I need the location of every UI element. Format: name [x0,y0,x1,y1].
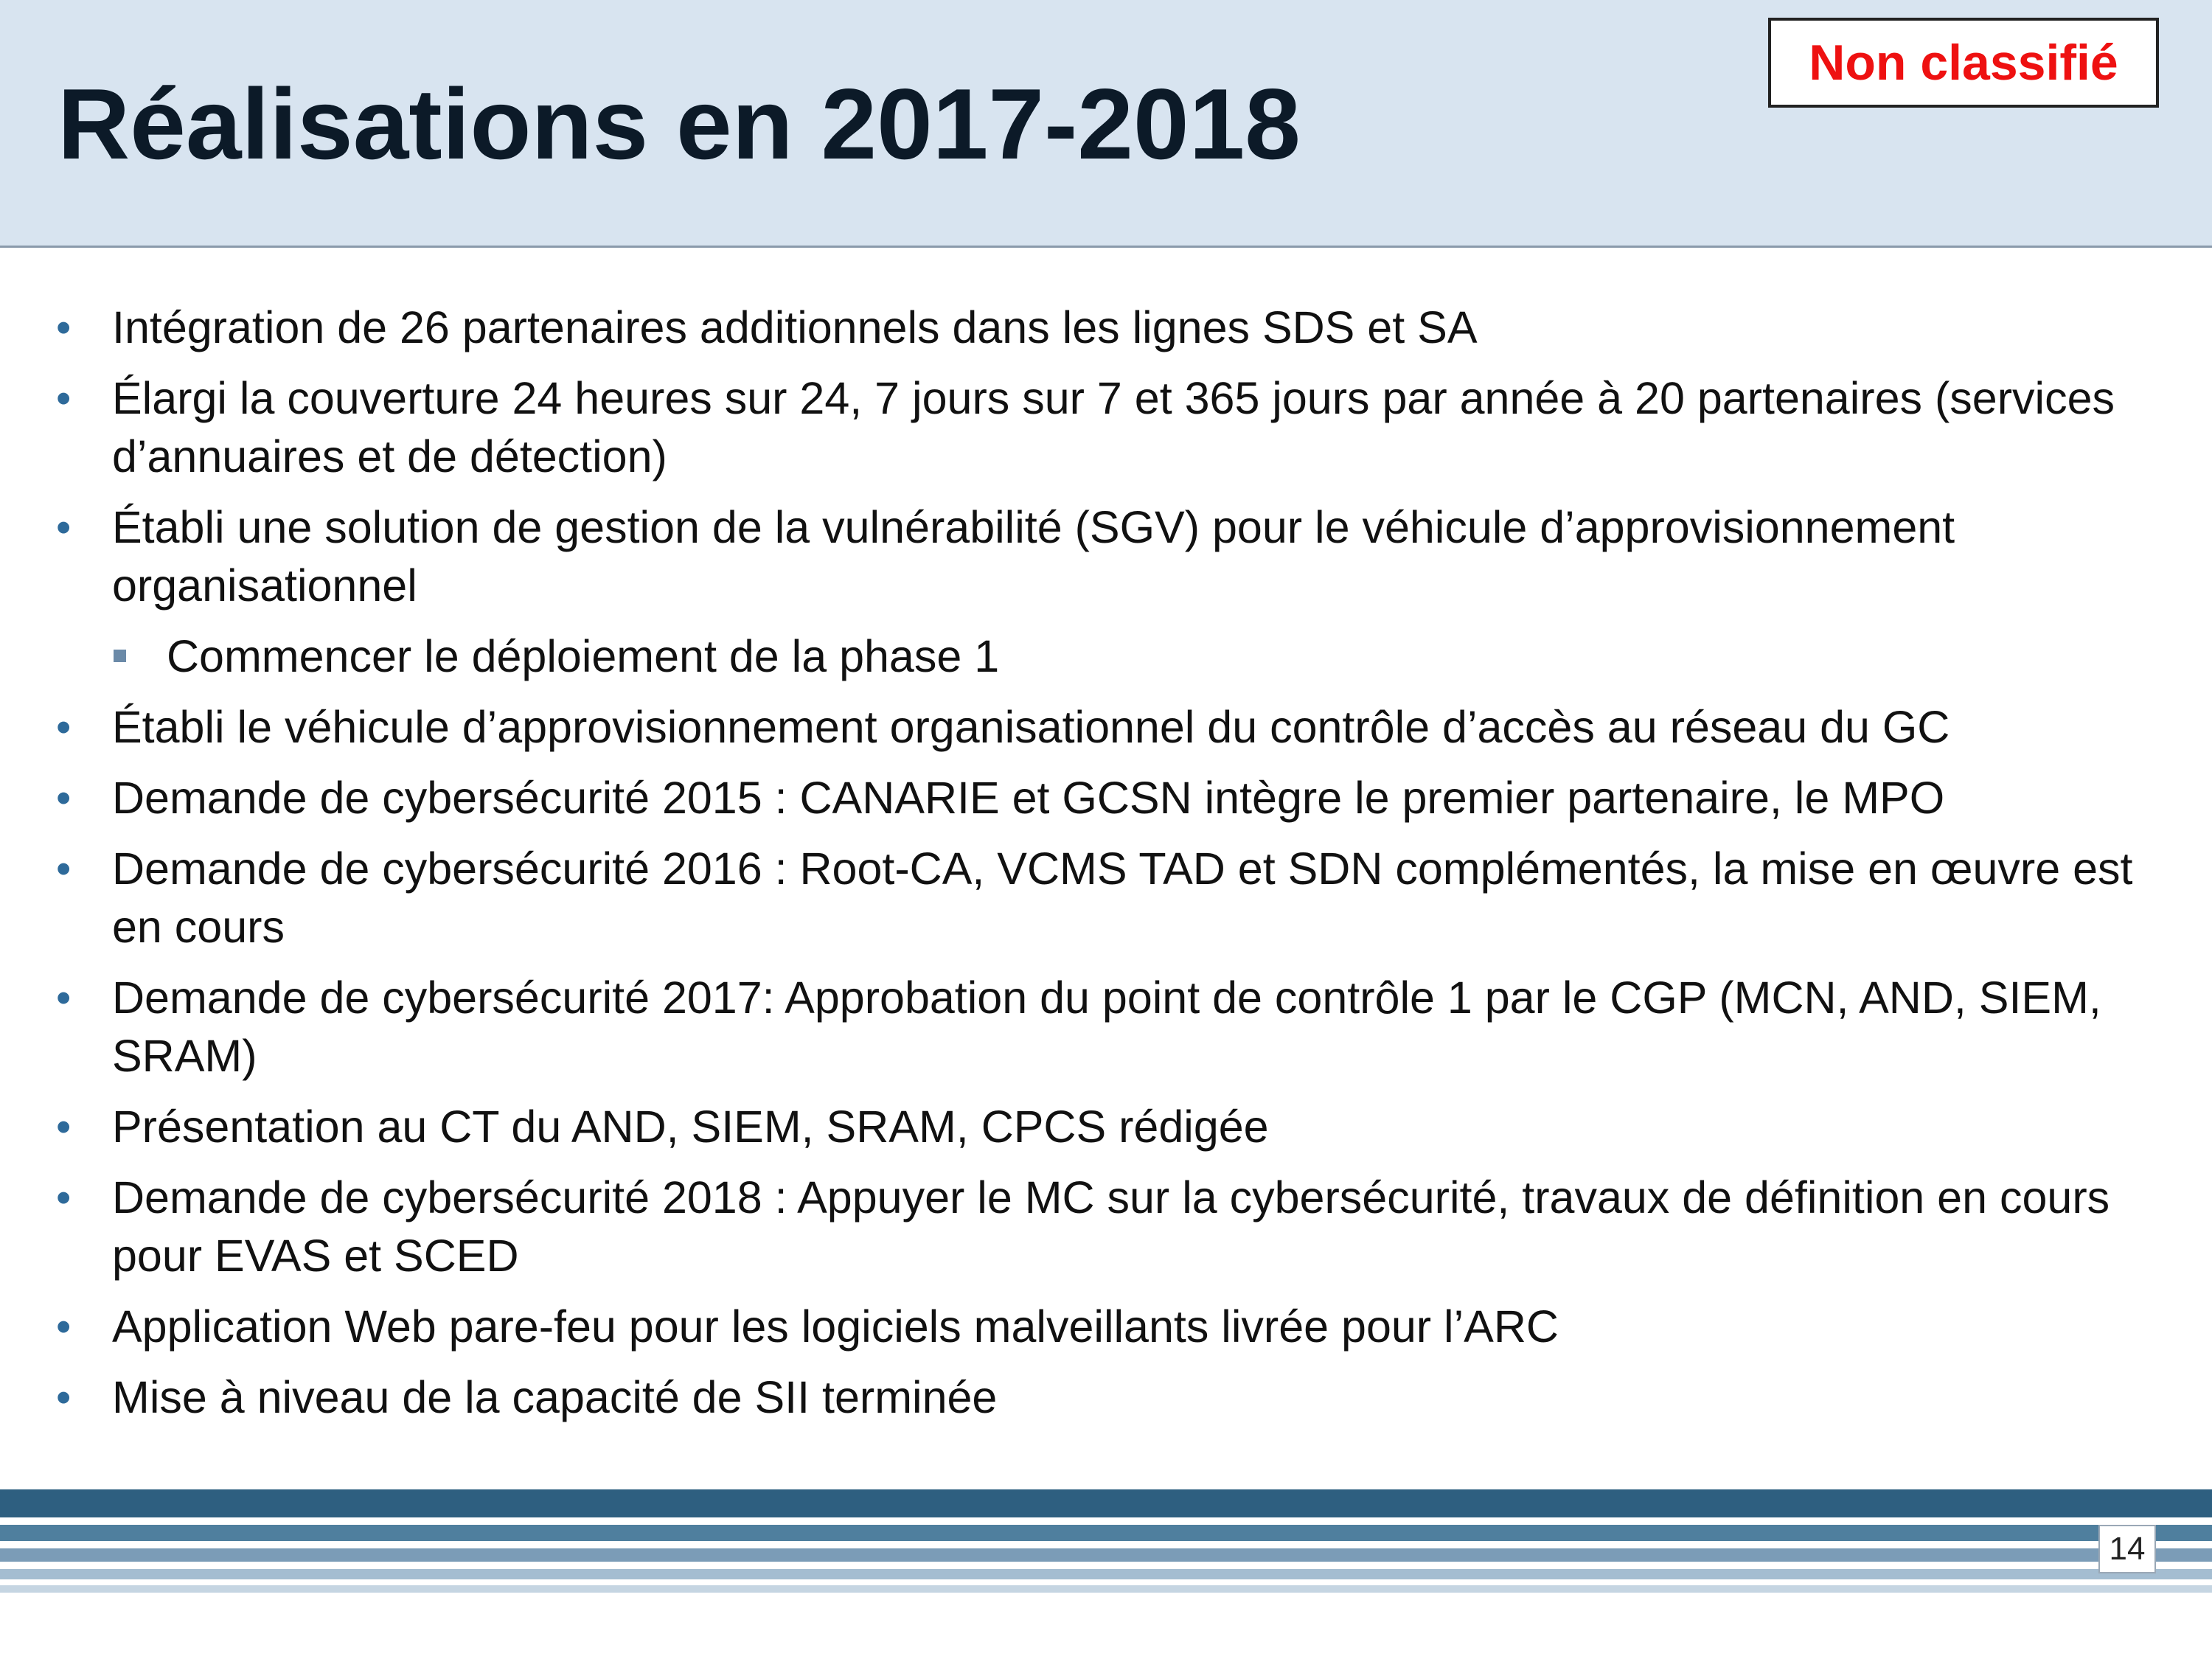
bullet-item [0,369,2212,486]
bullet-list [0,299,2212,1439]
bullet-dot-icon: • [56,703,72,751]
bullet-item [0,1098,2212,1156]
footer-stripe [0,1489,2212,1517]
square-bullet-icon [114,650,126,662]
bullet-item [0,1169,2212,1285]
classification-badge: Non classifié [1768,18,2159,108]
slide-header [0,0,2212,248]
footer-stripe [0,1525,2212,1541]
bullet-item [0,769,2212,827]
page-number: 14 [2098,1525,2156,1573]
bullet-item [0,840,2212,956]
bullet-dot-icon: • [56,845,72,893]
bullet-text: Établi le véhicule d’approvisionnement organisationnel du contrôle d’accès au réseau du GC [112,702,1950,752]
bullet-dot-icon: • [56,774,72,822]
footer-stripes [0,1489,2212,1659]
footer-stripe [0,1585,2212,1593]
bullet-text: Élargi la couverture 24 heures sur 24, 7 jours sur 7 et 365 jours par année à 20 partenaires (services d’annuaires et de détection) [112,373,2115,481]
sub-bullet-item [0,627,2212,686]
bullet-item [0,1298,2212,1356]
bullet-dot-icon: • [56,974,72,1022]
bullet-text: Commencer le déploiement de la phase 1 [167,631,1000,681]
bullet-text: Application Web pare-feu pour les logiciels malveillants livrée pour l’ARC [112,1301,1559,1352]
bullet-item [0,969,2212,1085]
slide-title: Réalisations en 2017-2018 [58,68,1301,180]
bullet-text: Demande de cybersécurité 2016 : Root-CA, VCMS TAD et SDN complémentés, la mise en œuvre est en cours [112,844,2133,952]
bullet-dot-icon: • [56,1174,72,1222]
bullet-text: Établi une solution de gestion de la vulnérabilité (SGV) pour le véhicule d’approvisionnement organisationnel [112,502,1955,611]
footer-stripe [0,1569,2212,1579]
bullet-dot-icon: • [56,1103,72,1151]
bullet-item [0,698,2212,757]
bullet-item [0,498,2212,615]
bullet-text: Mise à niveau de la capacité de SII terminée [112,1372,998,1422]
bullet-text: Demande de cybersécurité 2015 : CANARIE et GCSN intègre le premier partenaire, le MPO [112,773,1945,823]
bullet-dot-icon: • [56,504,72,552]
bullet-text: Demande de cybersécurité 2017: Approbation du point de contrôle 1 par le CGP (MCN, AND, SIEM, SRAM) [112,973,2101,1081]
bullet-text: Demande de cybersécurité 2018 : Appuyer le MC sur la cybersécurité, travaux de définition en cours pour EVAS et SCED [112,1172,2110,1281]
footer-stripe [0,1548,2212,1562]
bullet-dot-icon: • [56,375,72,422]
bullet-text: Intégration de 26 partenaires additionnels dans les lignes SDS et SA [112,302,1478,352]
bullet-dot-icon: • [56,1374,72,1422]
bullet-item [0,299,2212,357]
bullet-dot-icon: • [56,304,72,352]
bullet-text: Présentation au CT du AND, SIEM, SRAM, CPCS rédigée [112,1102,1269,1152]
bullet-item [0,1368,2212,1427]
bullet-dot-icon: • [56,1303,72,1351]
